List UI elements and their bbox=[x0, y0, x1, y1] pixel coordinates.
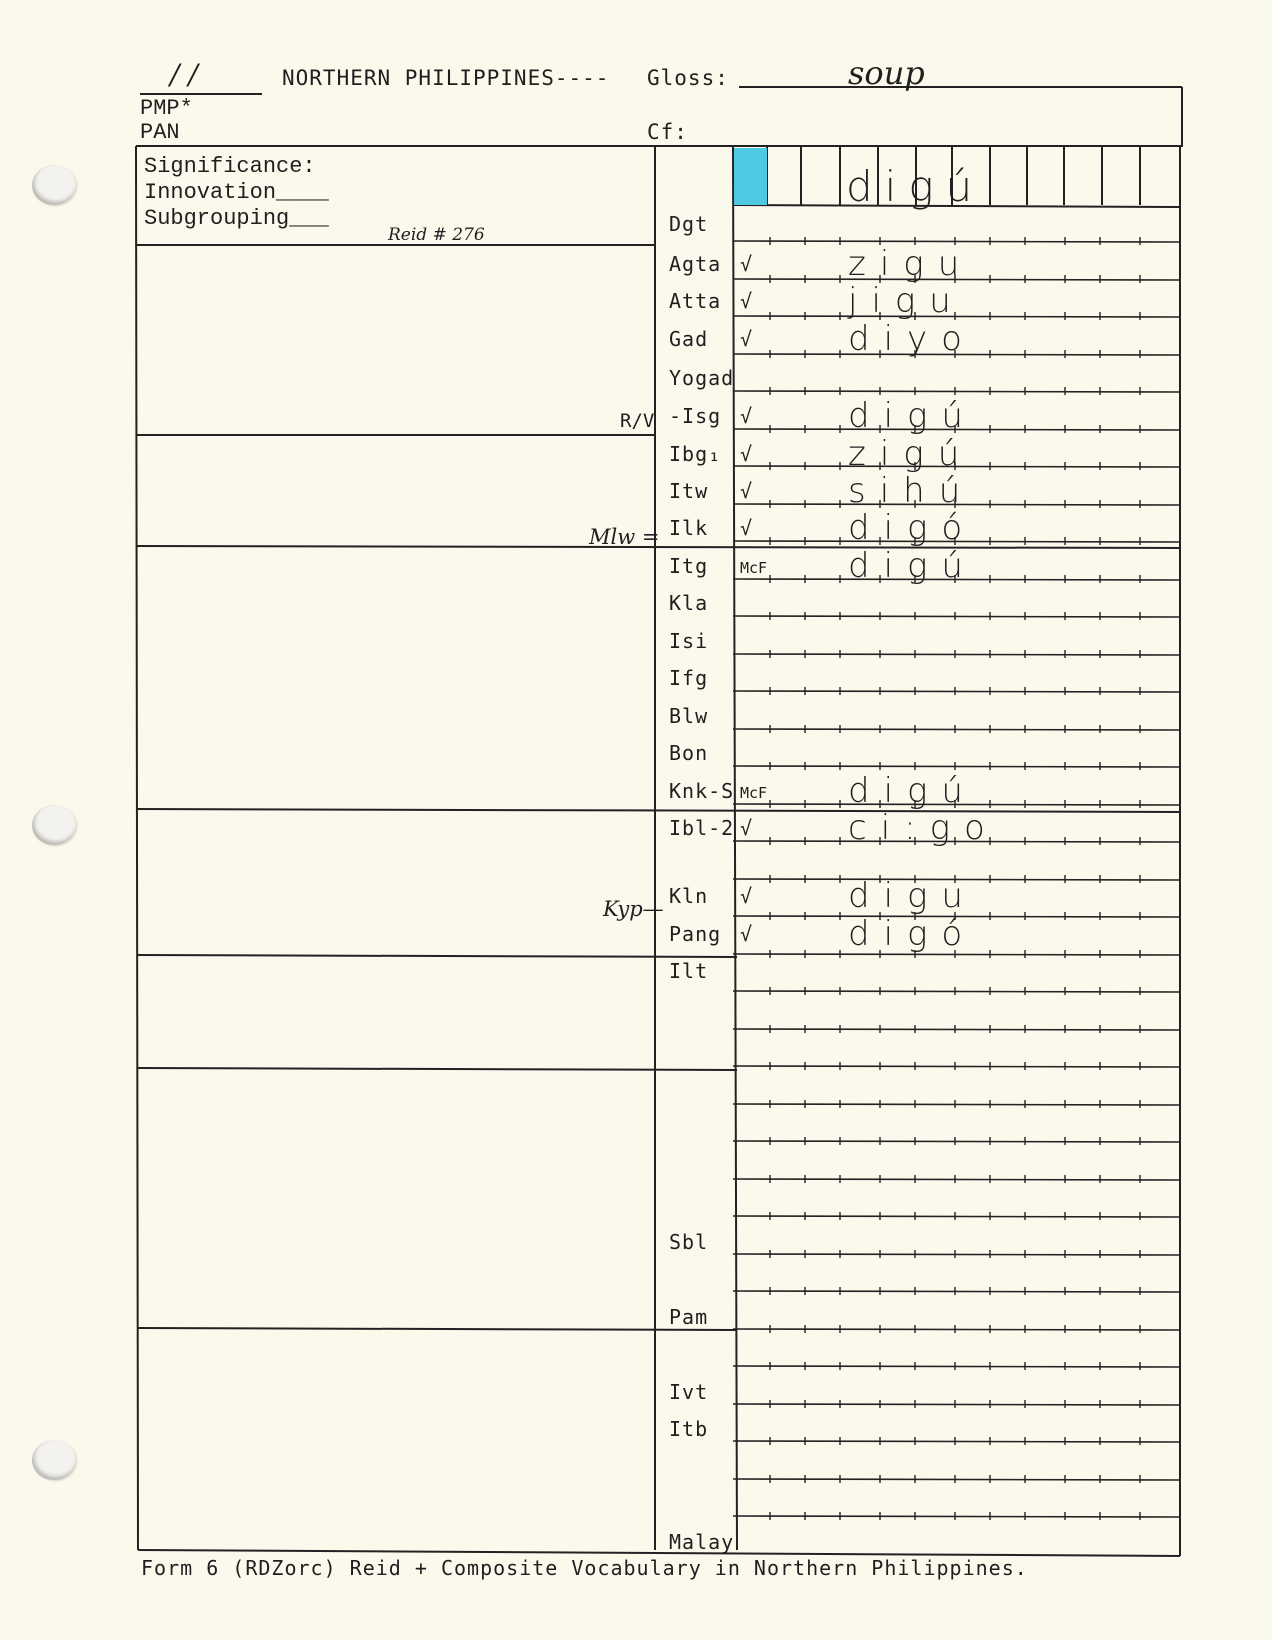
header-form: digú bbox=[846, 162, 985, 211]
language-label: Malay bbox=[669, 1530, 735, 1554]
cognate-form: jigu bbox=[848, 281, 965, 321]
check-mark: √ bbox=[740, 884, 753, 908]
cognate-form: digó bbox=[848, 914, 977, 954]
language-label: Sbl bbox=[669, 1230, 709, 1254]
cognate-form: sihú bbox=[848, 471, 975, 511]
cognate-form: digú bbox=[848, 396, 977, 436]
language-label: Ivt bbox=[669, 1380, 709, 1404]
note-kyp: Kyp— bbox=[603, 897, 664, 921]
language-label: Yogad bbox=[669, 366, 735, 390]
gloss-label: Gloss: bbox=[647, 66, 729, 90]
language-label: Ibl-2 bbox=[669, 816, 735, 840]
note-rv: R/V bbox=[620, 410, 655, 432]
cognate-form: zigu bbox=[848, 244, 974, 284]
check-mark: √ bbox=[740, 289, 753, 313]
check-mark: √ bbox=[740, 516, 753, 540]
language-label: Itg bbox=[669, 554, 709, 578]
region-title: NORTHERN PHILIPPINES---- bbox=[282, 66, 610, 90]
check-mark: McF bbox=[740, 784, 768, 802]
language-label: Pam bbox=[669, 1305, 709, 1329]
language-label: Blw bbox=[669, 704, 709, 728]
check-mark: √ bbox=[740, 327, 753, 351]
language-label: Ibg₁ bbox=[669, 442, 722, 466]
language-label: Atta bbox=[669, 289, 722, 313]
language-label: Knk-S bbox=[669, 779, 735, 803]
language-label: Kln bbox=[669, 884, 709, 908]
language-label: Bon bbox=[669, 741, 709, 765]
check-mark: √ bbox=[740, 252, 753, 276]
language-label: Ifg bbox=[669, 666, 709, 690]
language-label: Ilk bbox=[669, 516, 709, 540]
form-footer: Form 6 (RDZorc) Reid + Composite Vocabulary in Northern Philippines. bbox=[141, 1556, 1028, 1580]
reid-reference: Reid # 276 bbox=[388, 225, 485, 245]
language-label: Isi bbox=[669, 629, 709, 653]
cognate-form: digú bbox=[848, 546, 977, 586]
check-mark: √ bbox=[740, 442, 753, 466]
gloss-value: soup bbox=[848, 54, 925, 92]
check-mark: McF bbox=[740, 559, 768, 577]
highlight-marker bbox=[734, 148, 767, 205]
cognate-form: digú bbox=[848, 771, 977, 811]
language-label: Gad bbox=[669, 327, 709, 351]
check-mark: √ bbox=[740, 479, 753, 503]
cf-label: Cf: bbox=[647, 120, 688, 144]
pmp-label: PMP* bbox=[140, 96, 193, 121]
check-mark: √ bbox=[740, 816, 753, 840]
header-slashes: / / bbox=[170, 58, 198, 91]
language-label: -Isg bbox=[669, 404, 722, 428]
language-label: Ilt bbox=[669, 959, 709, 983]
language-label: Itw bbox=[669, 479, 709, 503]
language-label: Dgt bbox=[669, 212, 709, 236]
cognate-form: zigú bbox=[848, 434, 974, 474]
check-mark: √ bbox=[740, 922, 753, 946]
note-mlw: Mlw = bbox=[589, 525, 660, 549]
language-label: Itb bbox=[669, 1417, 709, 1441]
cognate-form: diyo bbox=[848, 319, 976, 359]
language-label: Pang bbox=[669, 922, 722, 946]
cognate-form: ci:go bbox=[848, 808, 999, 848]
language-label: Agta bbox=[669, 252, 722, 276]
cognate-form: digó bbox=[848, 508, 977, 548]
check-mark: √ bbox=[740, 404, 753, 428]
cognate-form: digu bbox=[848, 876, 977, 916]
pan-label: PAN bbox=[140, 120, 180, 145]
language-label: Kla bbox=[669, 591, 709, 615]
innovation-field: Innovation____ bbox=[144, 180, 329, 205]
subgrouping-field: Subgrouping___ bbox=[144, 206, 329, 231]
significance-title: Significance: bbox=[144, 154, 316, 179]
